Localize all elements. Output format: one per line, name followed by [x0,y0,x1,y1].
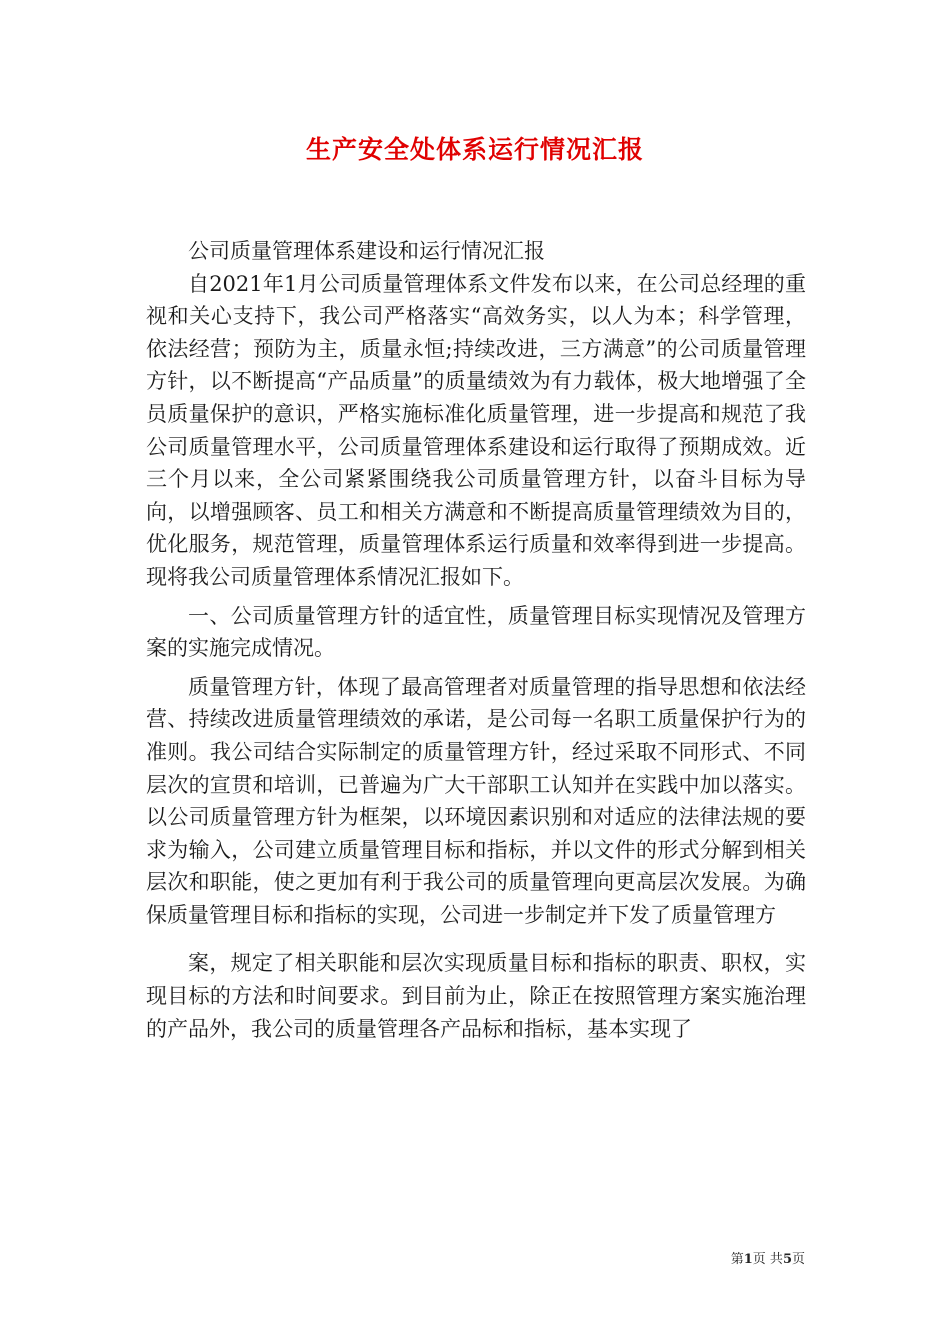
page-number-footer [731,1248,805,1267]
footer-middle: 页 共 [752,1252,783,1267]
paragraph-section-heading: 一、公司质量管理方针的适宜性，质量管理目标实现情况及管理方案的实施完成情况。 [146,603,806,661]
document-title: 生产安全处体系运行情况汇报 [305,135,644,164]
document-body [146,235,806,1045]
paragraph-policy: 质量管理方针，体现了最高管理者对质量管理的指导思想和依法经营、持续改进质量管理绩效的承诺，是公司每一名职工质量保护行为的准则。我公司结合实际制定的质量管理方针，经过采取不同形式、不同层次的宣贯和培训，已普遍为广大干部职工认知并在实践中加以落实。以公司质量管理方针为框架，以环境因素识别和对适应的法律法规的要求为输入，公司建立质量管理目标和指标，并以文件的形式分解到相关层次和职能，使之更加有利于我公司的质量管理向更高层次发展。为确保质量管理目标和指标的实现，公司进一步制定并下发了质量管理方 [146,674,806,927]
footer-total-pages: 5 [782,1252,792,1267]
paragraph-subtitle: 公司质量管理体系建设和运行情况汇报 [188,239,545,263]
paragraph-intro: 自2021年1月公司质量管理体系文件发布以来，在公司总经理的重视和关心支持下，我公司严格落实“高效务实，以人为本；科学管理，依法经营；预防为主，质量永恒;持续改进，三方满意”的公司质量管理方针，以不断提高“产品质量”的质量绩效为有力载体，极大地增强了全员质量保护的意识，严格实施标准化质量管理，进一步提高和规范了我公司质量管理水平，公司质量管理体系建设和运行取得了预期成效。近三个月以来，全公司紧紧围绕我公司质量管理方针，以奋斗目标为导向，以增强顾客、员工和相关方满意和不断提高质量管理绩效为目的，优化服务，规范管理，质量管理体系运行质量和效率得到进一步提高。现将我公司质量管理体系情况汇报如下。 [146,271,806,589]
footer-suffix: 页 [791,1252,805,1267]
footer-prefix: 第 [730,1252,744,1267]
paragraph-continuation: 案，规定了相关职能和层次实现质量目标和指标的职责、职权，实现目标的方法和时间要求。到目前为止，除正在按照管理方案实施治理的产品外，我公司的质量管理各产品标和指标，基本实现了 [146,951,806,1041]
footer-current-page: 1 [743,1252,753,1267]
